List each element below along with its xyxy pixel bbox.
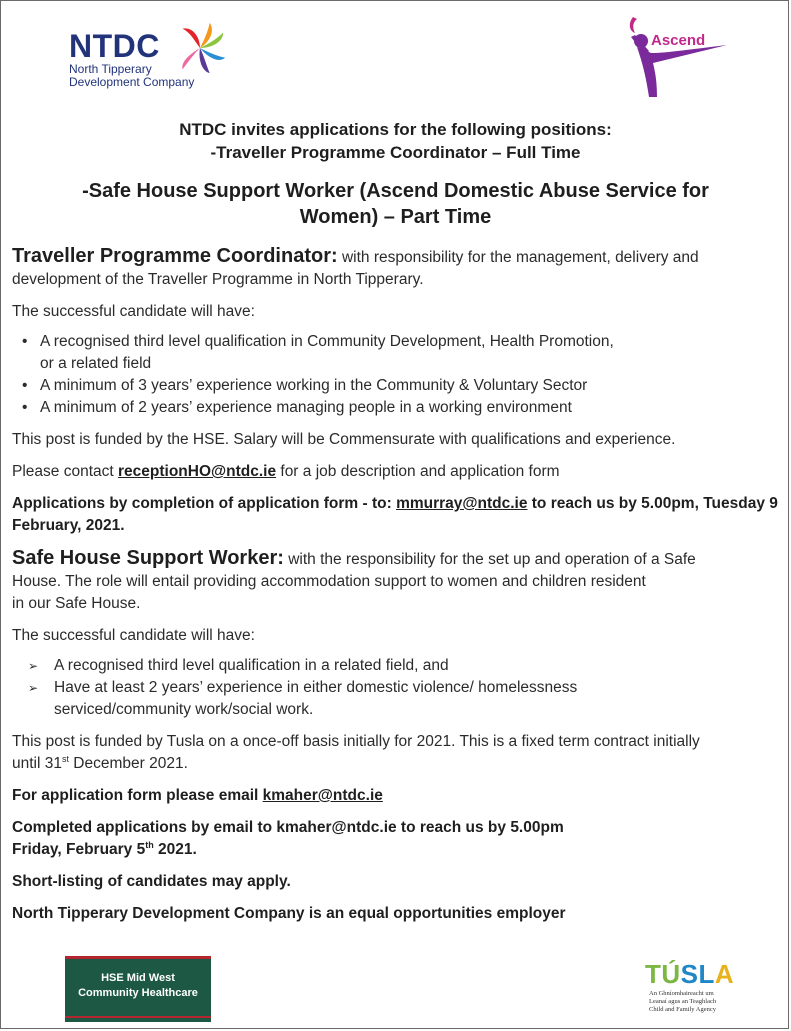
shortlisting-note: Short-listing of candidates may apply.: [12, 873, 291, 890]
coordinator-intro: [12, 245, 784, 291]
application-form-line: For application form please email kmaher@ntdc.ie: [12, 787, 383, 804]
tusla-logo: [645, 959, 755, 1023]
hse-logo-line2: Community Healthcare: [78, 987, 198, 999]
positions-heading-line2: -Traveller Programme Coordinator – Full Time: [210, 143, 581, 162]
positions-heading-line1: NTDC invites applications for the following positions:: [179, 120, 612, 139]
hse-logo-band: [65, 1016, 211, 1018]
list-item: ➢ A recognised third level qualification in a related field, and: [12, 655, 784, 677]
support-worker-title: Safe House Support Worker:: [12, 547, 284, 569]
support-worker-candidate-lead: The successful candidate will have:: [12, 627, 255, 644]
equal-opportunities-note: North Tipperary Development Company is an equal opportunities employer: [12, 905, 566, 922]
ntdc-logo-word: NTDC: [69, 28, 160, 64]
ascend-figure-icon: [623, 11, 735, 101]
list-item: • A minimum of 3 years’ experience working in the Community & Voluntary Sector: [12, 375, 784, 397]
support-worker-funding: This post is funded by Tusla on a once-off basis initially for 2021. This is a fixed term contract initially until 31st December 2021.: [12, 733, 700, 772]
safe-house-heading-line2: Women) – Part Time: [299, 206, 492, 228]
kmaher-email-link[interactable]: kmaher@ntdc.ie: [262, 787, 383, 804]
ntdc-logo-subtitle: [69, 63, 194, 89]
hse-logo-line1: HSE Mid West: [101, 972, 175, 984]
ntdc-logo: [67, 17, 247, 91]
ascend-logo: [623, 11, 735, 101]
coordinator-requirements-list: [12, 331, 784, 419]
coordinator-candidate-lead: The successful candidate will have:: [12, 303, 255, 320]
coordinator-title: Traveller Programme Coordinator:: [12, 245, 338, 267]
list-item: ➢ Have at least 2 years’ experience in either domestic violence/ homelessness serviced/community work/social work.: [12, 677, 784, 721]
coordinator-contact: Please contact receptionHO@ntdc.ie for a job description and application form: [12, 463, 560, 480]
safe-house-heading: [1, 178, 789, 230]
mmurray-email-link[interactable]: mmurray@ntdc.ie: [396, 495, 528, 512]
support-worker-requirements-list: [12, 655, 784, 721]
reception-email-link[interactable]: receptionHO@ntdc.ie: [117, 463, 277, 480]
list-item: • A recognised third level qualification in Community Development, Health Promotion, or a related field: [12, 331, 784, 375]
coordinator-intro-text: with responsibility for the management, delivery and development of the Traveller Programme in North Tipperary.: [12, 249, 699, 288]
tusla-logo-subtitle: An Ghníomhaireacht um Leanaí agus an Teaghlach Child and Family Agency: [649, 990, 717, 1013]
ascend-logo-word: Ascend: [651, 32, 706, 49]
support-worker-intro: Safe House Support Worker: with the responsibility for the set up and operation of a Safe House. The role will entail providing accommodation support to women and children resident in our Safe House.: [12, 547, 696, 612]
completed-applications: Completed applications by email to kmaher@ntdc.ie to reach us by 5.00pm Friday, February 5th 2021.: [12, 819, 564, 858]
coordinator-funding: This post is funded by the HSE. Salary will be Commensurate with qualifications and experience.: [12, 431, 676, 448]
advert-body: [12, 245, 784, 935]
hse-logo: [65, 956, 211, 1022]
positions-heading: [1, 118, 789, 164]
list-item: • A minimum of 2 years’ experience managing people in a working environment: [12, 397, 784, 419]
safe-house-heading-line1: -Safe House Support Worker (Ascend Domestic Abuse Service for: [82, 180, 709, 202]
ntdc-logo-line1: North Tipperary: [69, 62, 152, 76]
tusla-logo-word: TÚSLA: [645, 959, 735, 989]
coordinator-apply: Applications by completion of application form - to: mmurray@ntdc.ie to reach us by 5.00pm, Tuesday 9 February, 2021.: [12, 495, 778, 534]
ntdc-logo-line2: Development Company: [69, 75, 195, 89]
